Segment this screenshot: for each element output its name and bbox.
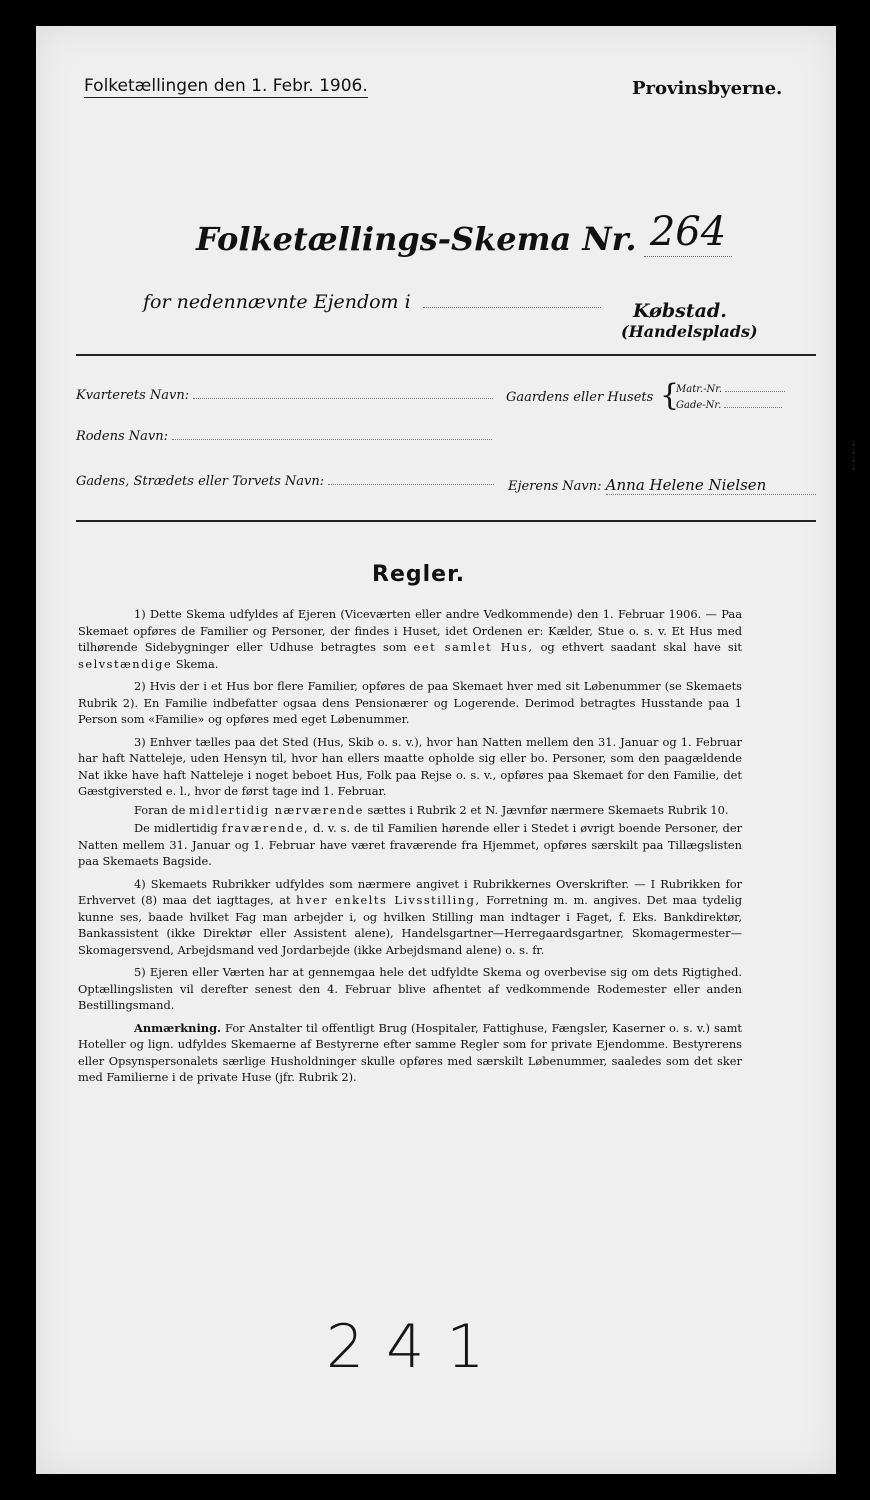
rule-3-nærværende: Foran de midlertidig nærværende sættes i Rubrik 2 et N. Jævnfør nærmere Skemaets Rubrik 10. [134,802,729,817]
rule-2: 2) Hvis der i et Hus bor flere Familier, opføres de paa Skemaet hver med sit Løbenummer (se Skemaets Rubrik 2). En Familie indbefatter ogsaa dens Pensionærer og Logerende. Derimod betragtes Husstande paa 1 Person som «Familie» og opføres med eget Løbenummer. [78,679,742,726]
rode-label: Rodens Navn: [76,429,169,444]
matr-field [725,391,785,392]
property-label: for nedennævnte Ejendom i [143,291,411,313]
census-title: Folketællingen den 1. Febr. 1906. [84,76,368,96]
gaard-row [506,390,653,405]
kvarter-field [193,398,493,399]
bottom-divider [76,520,816,522]
rule-3-fraværende: De midlertidig fraværende, d. v. s. de til Familien hørende eller i Stedet i øvrigt boende Personer, der Natten mellem 31. Januar og 1. Februar have været fraværende fra Hjemmet, opføres særskilt paa Tillægslisten paa Skemaets Bagside. [78,821,743,868]
gade-nr-field [724,407,782,408]
form-number-handwritten: 264 [644,208,732,257]
gade-navn-field [328,484,494,485]
rules-heading: Regler. [372,562,466,587]
handelsplads-label: (Handelsplads) [621,322,758,341]
rule-1: 1) Dette Skema udfyldes af Ejeren (Viceværten eller andre Vedkommende) den 1. Februar 1906. — Paa Skemaet opføres de Familier og Personer, der findes i Huset, idet Ordenen er: Kælder, Stue o. s. v. Et Hus med tilhørende Sidebygninger eller Udhuse betragtes som eet samlet Hus, og ethvert saadant skal have sit selvstændige Skema. [78,607,742,671]
brace-glyph: { [660,378,680,413]
kobstad-label: Købstad. [633,300,727,322]
note: Anmærkning. For Anstalter til offentligt Brug (Hospitaler, Fattighuse, Fængsler, Kaserner o. s. v.) samt Hoteller og lign. udfyldes Skemaerne af Bestyrerne efter samme Regler som for private Ejendomme. Bestyrerens eller Opsynspersonalets særlige Husholdninger skulle opføres med særskilt Løbenummer, saaledes som det sker med Familierne i de private Huse (jfr. Rubrik 2). [78,1020,742,1084]
property-town-field [423,307,601,308]
ejer-label: Ejerens Navn: [508,479,602,494]
gaard-label: Gaardens eller Husets [506,390,654,405]
matr-label: Matr.-Nr. [676,384,723,395]
rule-4: 4) Skemaets Rubrikker udfyldes som nærmere angivet i Rubrikkernes Overskrifter. — I Rubrikken for Erhvervet (8) maa det iagttages, at hver enkelts Livsstilling, Forretning m. m. angives. Det maa tydelig kunne ses, baade hvilket Fag man arbejder i, og hvilken Stilling man indtager i Faget, f. Eks. Bankdirektør, Bankassistent (ikke Direktør eller Assistent alene), Handelsgartner—Herregaardsgartner, Skomagermester—Skomagersvend, Arbejdsmand ved Jordarbejde (ikke Arbejdsmand alene) o. s. fr. [78,876,742,957]
top-divider [76,354,816,356]
rode-field [172,439,492,440]
gade-navn-row [76,474,494,489]
bottom-handwritten-number: 241 [326,1312,507,1382]
rules-text [78,606,742,1092]
margin-dots: · · · · [852,441,855,475]
rule-3: 3) Enhver tælles paa det Sted (Hus, Skib o. s. v.), hvor han Natten mellem den 31. Januar og 1. Februar har haft Natteleje, uden Hensyn til, hvor han ellers maatte opholde sig eller bo. Personer, som den paagældende Nat ikke have haft Natteleje i noget beboet Hus, Folk paa Rejse o. s. v., opføres paa Skemaet for den Familie, det Gæstgiversted e. l., hvor de først tage ind 1. Februar. [78,734,742,798]
rule-5: 5) Ejeren eller Værten har at gennemgaa hele det udfyldte Skema og overbevise sig om dets Rigtighed. Optællingslisten vil derefter senest den 4. Februar blive afhentet af vedkommende Rodemester eller anden Bestillingsmand. [78,965,742,1012]
rode-row [76,429,492,444]
ejer-row [508,476,816,495]
gaard-numbers [676,382,785,414]
region-label: Provinsbyerne. [632,78,783,99]
census-form-page [36,26,855,1474]
gade-nr-label: Gade-Nr. [676,400,722,411]
kvarter-label: Kvarterets Navn: [76,388,190,403]
property-line [143,291,601,313]
gade-navn-label: Gadens, Strædets eller Torvets Navn: [76,474,325,489]
form-title: Folketællings-Skema Nr. [196,220,637,258]
kvarter-row [76,388,493,403]
ejer-name-handwritten: Anna Helene Nielsen [606,476,816,495]
